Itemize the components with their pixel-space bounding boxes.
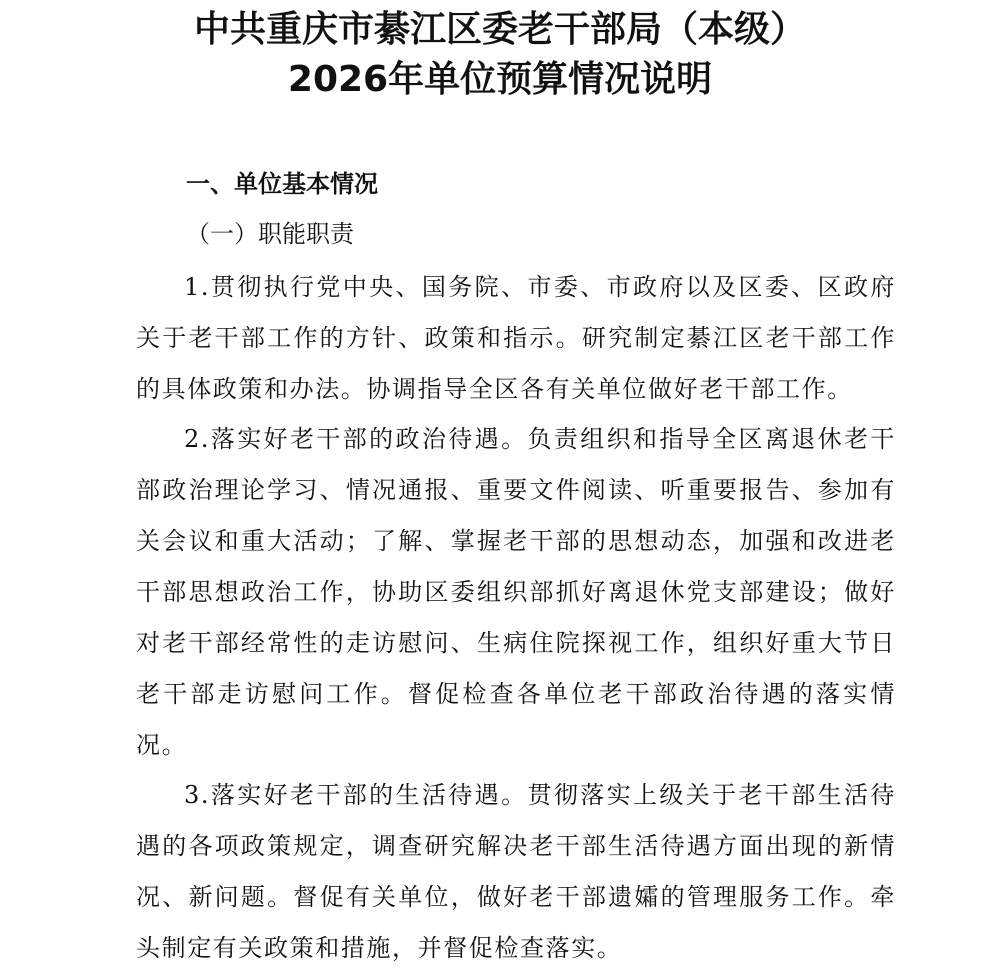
paragraph-duty-3: 3.落实好老干部的生活待遇。贯彻落实上级关于老干部生活待遇的各项政策规定，调查研究解决老干部生活待遇方面出现的新情况、新问题。督促有关单位，做好老干部遗孀的管理服务工作。牵头制定有关政策和措施，并督促检查落实。 [136, 781, 896, 962]
section-heading: 一、单位基本情况 [186, 170, 378, 198]
subsection-heading: （一）职能职责 [186, 220, 354, 248]
document-title-line2: 2026年单位预算情况说明 [287, 59, 713, 100]
paragraph-duty-2: 2.落实好老干部的政治待遇。负责组织和指导全区离退休老干部政治理论学习、情况通报、重要文件阅读、听重要报告、参加有关会议和重大活动；了解、掌握老干部的思想动态，加强和改进老干部思想政治工作，协助区委组织部抓好离退休党支部建设；做好对老干部经常性的走访慰问、生病住院探视工作，组织好重大节日老干部走访慰问工作。督促检查各单位老干部政治待遇的落实情况。 [136, 425, 896, 759]
document-title-line1: 中共重庆市綦江区委老干部局（本级） [193, 9, 806, 50]
paragraph-duty-1: 1.贯彻执行党中央、国务院、市委、市政府以及区委、区政府关于老干部工作的方针、政策和指示。研究制定綦江区老干部工作的具体政策和办法。协调指导全区各有关单位做好老干部工作。 [136, 273, 896, 403]
